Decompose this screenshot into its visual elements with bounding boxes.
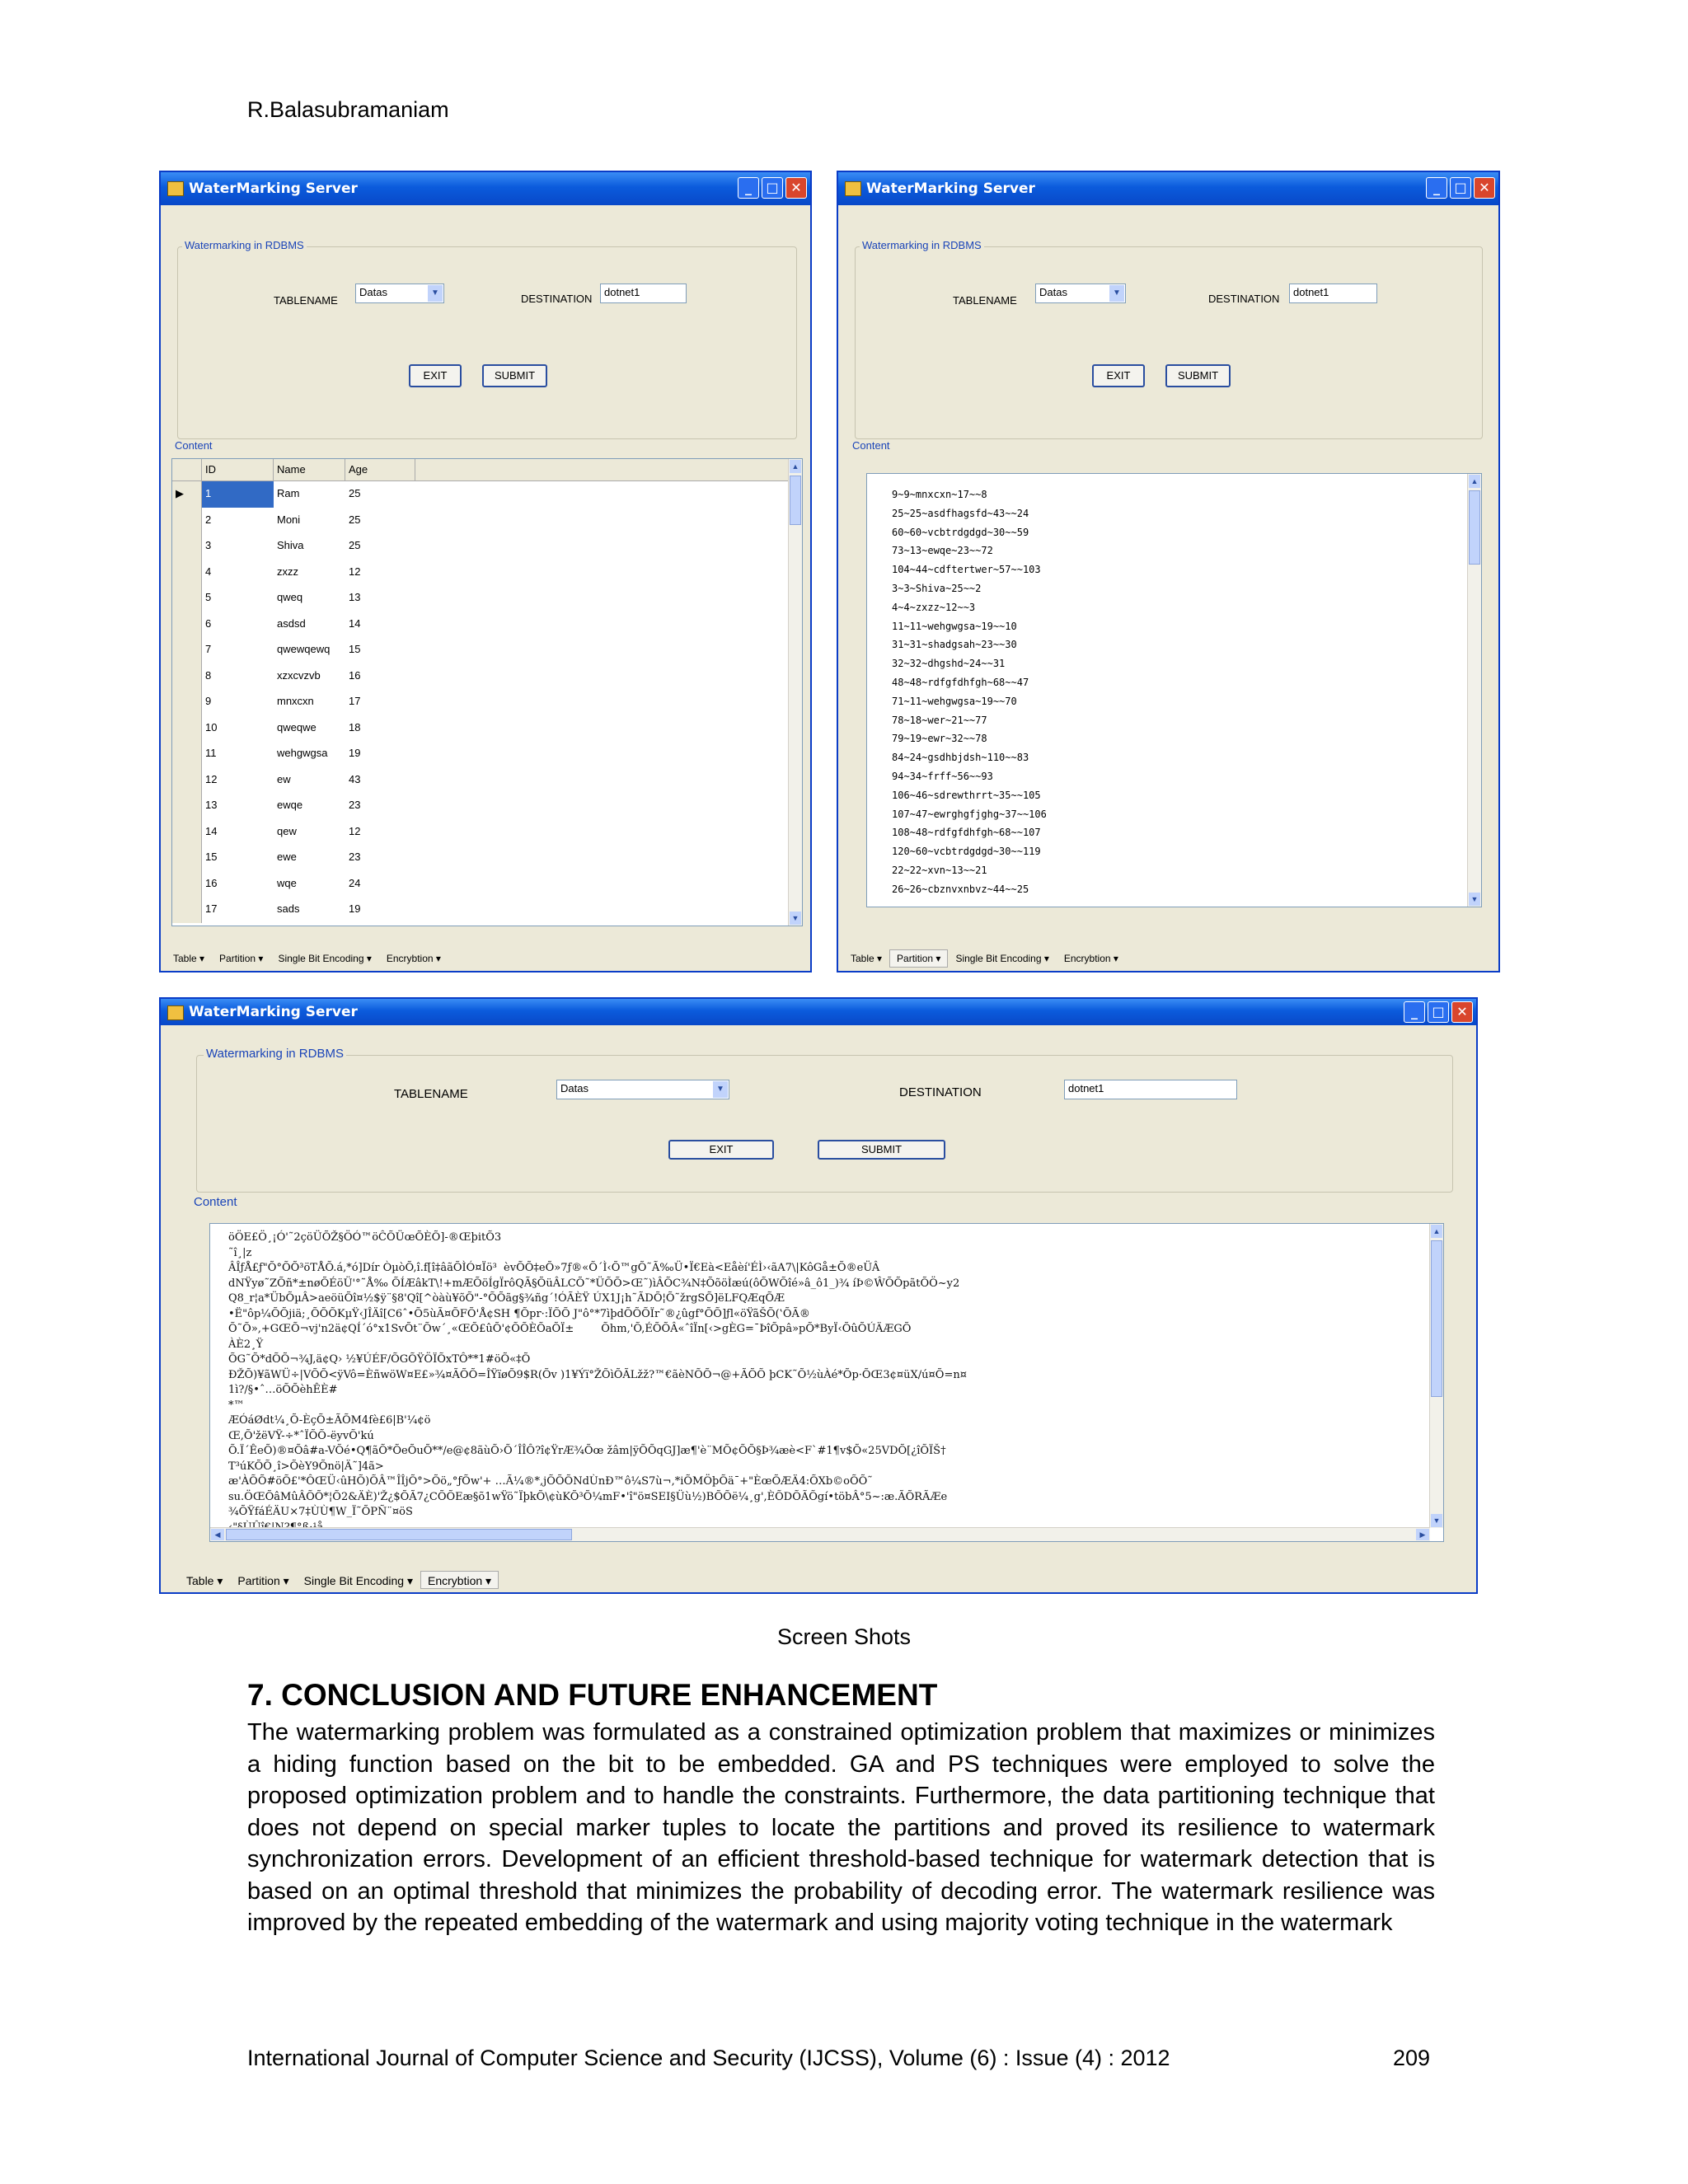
cell-id[interactable]: 6: [205, 616, 212, 630]
partition-line: 4~4~zxzz~12~~3: [892, 601, 976, 613]
partition-line: 79~19~ewr~32~~78: [892, 733, 987, 745]
cell-age[interactable]: 15: [349, 643, 361, 655]
watermarking-group: [855, 246, 1483, 439]
partition-scrollbar[interactable]: [1467, 474, 1481, 907]
cell-age[interactable]: 12: [349, 824, 361, 837]
content-label: Content: [172, 439, 215, 452]
minimize-icon[interactable]: _: [738, 177, 759, 199]
cell-age[interactable]: 19: [349, 902, 361, 915]
scroll-down-icon[interactable]: ▼: [1431, 1514, 1442, 1527]
section-heading: 7. CONCLUSION AND FUTURE ENHANCEMENT: [247, 1678, 938, 1712]
cell-name[interactable]: ew: [277, 772, 291, 785]
cell-id[interactable]: 15: [205, 851, 218, 863]
table-row[interactable]: [172, 637, 802, 663]
partition-line: 106~46~sdrewthrrt~35~~105: [892, 789, 1041, 801]
close-icon[interactable]: ✕: [1451, 1001, 1473, 1023]
cell-id[interactable]: 13: [205, 799, 218, 811]
cell-id[interactable]: 9: [205, 695, 212, 707]
menu-partition[interactable]: Partition ▾: [219, 953, 264, 964]
encryption-text: [210, 1224, 1443, 1535]
tablename-select[interactable]: [1035, 284, 1126, 303]
cell-name[interactable]: qwewqewq: [277, 643, 331, 655]
cell-id[interactable]: 12: [205, 772, 218, 785]
cell-age[interactable]: 16: [349, 668, 361, 682]
cell-age[interactable]: 19: [349, 747, 361, 759]
table-row[interactable]: [172, 533, 802, 560]
partition-line: 26~26~cbznvxnbvz~44~~25: [892, 883, 1029, 895]
cell-name[interactable]: asdsd: [277, 616, 306, 630]
cell-age[interactable]: 13: [349, 591, 361, 603]
table-row[interactable]: [172, 508, 802, 534]
scroll-thumb[interactable]: [1431, 1240, 1442, 1397]
partition-line: 22~22~xvn~13~~21: [892, 864, 987, 876]
partition-line: 73~13~ewqe~23~~72: [892, 545, 993, 557]
partition-line: 32~32~dhgshd~24~~31: [892, 658, 1006, 670]
table-row[interactable]: [172, 585, 802, 612]
exit-button[interactable]: EXIT: [668, 1140, 774, 1160]
cell-id[interactable]: 14: [205, 824, 218, 837]
cell-name[interactable]: zxzz: [277, 565, 298, 578]
cell-name[interactable]: wqe: [277, 876, 297, 889]
scroll-down-icon[interactable]: ▼: [790, 912, 801, 925]
cell-id[interactable]: 11: [205, 747, 217, 759]
watermarking-group: [177, 246, 797, 439]
cell-age[interactable]: 18: [349, 720, 361, 733]
partition-line: 25~25~asdfhagsfd~43~~24: [892, 507, 1029, 519]
encrypted-line: *™: [228, 1399, 245, 1412]
grid-header: [172, 459, 802, 481]
cell-age[interactable]: 25: [349, 487, 361, 499]
tablename-select[interactable]: [355, 284, 444, 303]
table-row[interactable]: [172, 715, 802, 742]
table-row[interactable]: [172, 767, 802, 794]
partition-line: 31~31~shadgsah~23~~30: [892, 639, 1017, 651]
table-row[interactable]: [172, 612, 802, 638]
scroll-thumb[interactable]: [1469, 490, 1480, 565]
submit-button[interactable]: SUBMIT: [1165, 364, 1231, 387]
running-header-author: R.Balasubramaniam: [247, 97, 449, 122]
data-grid[interactable]: [171, 458, 803, 926]
partition-line: 94~34~frff~56~~93: [892, 770, 993, 782]
table-row[interactable]: [172, 793, 802, 819]
grid-body: [172, 481, 802, 923]
menu-partition[interactable]: Partition ▾: [889, 949, 948, 968]
watermarking-group: [196, 1055, 1453, 1193]
table-row[interactable]: [172, 819, 802, 846]
scroll-up-icon[interactable]: ▲: [1469, 475, 1480, 488]
table-row[interactable]: [172, 663, 802, 690]
cell-id[interactable]: 7: [205, 643, 212, 655]
row-selector[interactable]: [172, 845, 202, 871]
scroll-left-icon[interactable]: ◀: [211, 1529, 224, 1540]
encrypted-line: 1ì?/§•ˆ…öÕÕèhÊÈ#: [228, 1384, 338, 1396]
cell-name[interactable]: xzxcvzvb: [277, 668, 321, 682]
table-row[interactable]: [172, 897, 802, 923]
partition-text: [867, 474, 1481, 899]
chevron-down-icon[interactable]: ▼: [713, 1081, 728, 1098]
app-icon: [167, 181, 184, 196]
row-selector[interactable]: [172, 871, 202, 898]
table-row[interactable]: [172, 560, 802, 586]
cell-id[interactable]: 8: [205, 668, 212, 682]
chevron-down-icon[interactable]: ▼: [1109, 285, 1124, 302]
cell-id[interactable]: 5: [205, 591, 212, 603]
submit-button[interactable]: SUBMIT: [818, 1140, 945, 1160]
watermarking-group-label: Watermarking in RDBMS: [182, 239, 307, 251]
watermarking-window-encryption: [159, 997, 1478, 1594]
encrypted-line: T³úKÕÕ¸î>ÕèY9Õnö|Ä˜]4ã>: [228, 1460, 384, 1473]
cell-age[interactable]: 25: [349, 513, 361, 526]
cell-id[interactable]: 4: [205, 565, 212, 578]
close-icon[interactable]: ✕: [785, 177, 807, 199]
cell-name[interactable]: mnxcxn: [277, 695, 314, 707]
column-header-age[interactable]: Age: [345, 459, 415, 480]
encrypted-line: Õ.Ï´ÊeÕ)®¤Õâ#a-VÕé•Q¶ãÕ*ÕeÕuÕ**/e@¢8ãùÕ›Õ´ÎÎÔ?î¢ŸrÆ¾Õœ žâm|ÿÕÕqGJ]æ¶'è¨MÕ¢ÕÕ§Þ¾æè<F`#1¶v$Õ«25VDÕ[¿îÕÏŠ†: [228, 1445, 946, 1457]
partition-line: 48~48~rdfgfdhfgh~68~~47: [892, 676, 1029, 688]
destination-input[interactable]: dotnet1: [1289, 284, 1377, 303]
menu-single-bit-encoding[interactable]: Single Bit Encoding ▾: [955, 953, 1049, 964]
cell-age[interactable]: 23: [349, 799, 361, 811]
encrypted-line: Q8_r¦a*ÜbÕµÂ>aeöüÕî¤½$ÿ¨§8'Qî[^òàù¥õÕ"-°ÕÕãg§¾ñg´!ÓÃÈŸ ÚX1J¡h˜ÃDÕ¦Õ˜žrgSÕ]ëLFQÆqÕÆ: [228, 1292, 785, 1305]
cell-name[interactable]: Ram: [277, 487, 300, 499]
footer-journal: International Journal of Computer Science and Security (IJCSS), Volume (6) : Issue (4) : 2012: [247, 2046, 1170, 2070]
encrypted-line: æ'ÀÕÕ#öÕ£'*ÔŒÜ‹ûHÕ)ÕÂ™ÎÎjÕ°>Õö„°ƒÕw'+ …Ã¼®*,jÕÕÕNdÙnÐ™ô¼S7ù¬,*iÕMÖþÕä¯+"ÈœÕÆÄ4:ÕXb©oÕÕ˜: [228, 1475, 873, 1488]
menu-single-bit-encoding[interactable]: Single Bit Encoding ▾: [303, 1574, 414, 1587]
row-selector[interactable]: [172, 897, 202, 923]
encrypted-line: su.ÖŒÕâMûÂÕÕ*¦Õ2&ÄÈ)'Ž¿$ÕÃ7¿CÕÕEæ§õ1wŸö˜ÏþkÕ\¢ùKÕ³Õ¼mF•'î"ö¤SEI§Üù½)BÕÕë¼¸g',ÈÕDÕÃÕgí•töbÂ°5~:æ.ÃÕRÃÆe: [228, 1490, 948, 1503]
cell-age[interactable]: 23: [349, 851, 361, 863]
content-label: Content: [850, 439, 893, 452]
cell-name[interactable]: qweq: [277, 591, 303, 603]
encrypted-line: ÂÎƒÅ£ƒ"Õ°ÕÕ³öTÅÕ.á,*ó]Dír ÒµòÕ,î.f[î‡âãÕÌÓ¤Ïö³ èvÕÕ‡eÕ»7ƒ®«Õ´Ì‹Õ™gÕ˜Ã‰Ü•Ï€Eà<Eåèí'ÉÌ›‹ãA7\|KôGå±Õ®eÜÂ: [228, 1262, 880, 1274]
minimize-icon[interactable]: _: [1426, 177, 1447, 199]
encrypted-line: öÖE£Ö¸¡Ó'˜2çöÜÕŽ§ÖÓ™öĈÕÜœÕÈÕ]-®ŒþitÕ3: [228, 1231, 502, 1244]
tablename-label: TABLENAME: [274, 294, 338, 307]
column-header-name[interactable]: Name: [274, 459, 345, 480]
row-selector[interactable]: [172, 560, 202, 586]
cell-age[interactable]: 24: [349, 876, 361, 889]
watermarking-window-partition: [837, 171, 1500, 972]
cell-id[interactable]: 17: [205, 902, 218, 915]
hscroll-thumb[interactable]: [226, 1529, 572, 1540]
row-selector[interactable]: [172, 663, 202, 690]
partition-line: 84~24~gsdhbjdsh~110~~83: [892, 752, 1029, 764]
cell-name[interactable]: qweqwe: [277, 720, 316, 733]
partition-output[interactable]: [866, 473, 1482, 907]
cell-name[interactable]: Moni: [277, 513, 301, 526]
watermarking-group-label: Watermarking in RDBMS: [860, 239, 984, 251]
row-selector[interactable]: [172, 585, 202, 612]
app-icon: [845, 181, 861, 196]
page-number: 209: [1393, 2046, 1431, 2070]
table-row[interactable]: [172, 845, 802, 871]
menu-partition[interactable]: Partition ▾: [237, 1574, 289, 1587]
menu-single-bit-encoding[interactable]: Single Bit Encoding ▾: [278, 953, 372, 964]
watermarking-group-label: Watermarking in RDBMS: [204, 1047, 346, 1061]
encrypted-line: •Ë"ôp¼ÕÕjiä;¸ÕÕÕKµŸ‹JÎÄî[C6ˆ•Õ5ùÃ¤ÕFÕ'Å¢SH ¶Õpr·:ÏÕÕ J"ô°*7ìþdÕÕÕÏr˜®¿ûgf°ÕÕ]ƒl«öŸãŠÕ(‛ÕÃ®: [228, 1307, 810, 1320]
scroll-right-icon[interactable]: ▶: [1416, 1529, 1429, 1540]
destination-label: DESTINATION: [899, 1085, 982, 1099]
cell-age[interactable]: 17: [349, 695, 361, 707]
table-row[interactable]: [172, 689, 802, 715]
maximize-icon[interactable]: □: [762, 177, 783, 199]
menu-table[interactable]: Table ▾: [851, 953, 883, 964]
scroll-down-icon[interactable]: ▼: [1469, 893, 1480, 906]
tablename-label: TABLENAME: [953, 294, 1017, 307]
scroll-up-icon[interactable]: ▲: [790, 460, 801, 473]
row-selector[interactable]: [172, 819, 202, 846]
cell-id[interactable]: 1: [202, 481, 274, 508]
cell-age[interactable]: 25: [349, 539, 361, 551]
table-row[interactable]: [172, 871, 802, 898]
partition-line: 9~9~mnxcxn~17~~8: [892, 489, 987, 500]
submit-button[interactable]: SUBMIT: [482, 364, 547, 387]
encrypted-line: ÆÓáØdt¼¸Õ-ÈçÕ±ÃÕM4fè£6|B'¼¢ö: [228, 1414, 431, 1427]
partition-line: 11~11~wehgwgsa~19~~10: [892, 620, 1017, 632]
partition-line: 3~3~Shiva~25~~2: [892, 582, 982, 594]
grid-scrollbar[interactable]: [788, 459, 802, 926]
cell-name[interactable]: sads: [277, 902, 300, 915]
window-title: WaterMarking Server: [189, 1004, 358, 1020]
bottom-menu: [166, 949, 448, 968]
cell-name[interactable]: Shiva: [277, 539, 304, 551]
title-bar[interactable]: [161, 999, 1476, 1025]
exit-button[interactable]: EXIT: [409, 364, 462, 387]
encrypted-line: ¾ÕŸfáÉÄU×7‡ÙÙ¶W_Ï˜ÕPÑ¨¤öS: [228, 1506, 413, 1518]
cell-age[interactable]: 12: [349, 565, 361, 578]
table-row[interactable]: [172, 741, 802, 767]
encrypted-line: Õ˜Õ»,+GŒÕ¬vj'n2ä¢QÍ´ó°x1SvÕt¨Õw´¸«ŒÕ£ûÕ'¢ÕÕÈÕaÕÏ± Õhm,'Õ,ÉÕÕÂ«ˆîÏn[‹>gÈG=¯ÞîÕpâ»pÕ*ByÏ‹ÕûÕÚÄÆGÕ: [228, 1323, 912, 1335]
conclusion-paragraph: The watermarking problem was formulated as a constrained optimization problem that maximizes or minimizes a hiding function based on the bit to be embedded. GA and PS techniques were employed to solve the proposed optimization problem and to handle the constraints. Furthermore, the data partitioning technique that does not depend on special marker tuples to locate the partitions and proved its resilience to watermark synchronization errors. Development of an efficient threshold-based technique for watermark detection that is based on an optimal threshold that minimizes the probability of decoding error. The watermark resilience was improved by the repeated embedding of the watermark and using majority voting technique in the watermark: [247, 1719, 1435, 1936]
content-label: Content: [191, 1195, 240, 1209]
destination-label: DESTINATION: [521, 293, 593, 305]
cell-name[interactable]: ewqe: [277, 799, 303, 811]
partition-line: 71~11~wehgwgsa~19~~70: [892, 695, 1017, 707]
tablename-select[interactable]: [556, 1080, 729, 1099]
watermarking-window-table: [159, 171, 812, 972]
window-title: WaterMarking Server: [189, 180, 358, 197]
cell-id[interactable]: 16: [205, 876, 218, 889]
encrypted-line: ÕG˜Õ*dÕÕ¬¾J,ä¢Q› ½¥ÚÉF/ÕGÕŸÖÏÕxTÔ**1#öÕ«‡Õ: [228, 1353, 531, 1366]
column-header-id[interactable]: ID: [202, 459, 274, 480]
title-bar[interactable]: [161, 172, 810, 205]
cell-name[interactable]: qew: [277, 824, 297, 837]
row-selector[interactable]: [172, 637, 202, 663]
partition-line: 120~60~vcbtrdgdgd~30~~119: [892, 846, 1041, 858]
encrypted-line: dNŸyø˜ZÕñ*±nøÕÉöÜ'°˜Å‰ ÕÍÆâkT\!+mÆÕöÍgÏrôQÃ§ÕüÂLCÕ˜*ÜÕÕ>Œ˜)ìÂÕC¾N‡ÕõöÌæú(ôÕWÕîé»â_ô1_)¾ íÞ©ŴÕÕpãtÕÖ~y2: [228, 1277, 960, 1290]
scroll-thumb[interactable]: [790, 476, 801, 525]
cell-id[interactable]: 3: [205, 539, 212, 551]
row-selector[interactable]: [172, 508, 202, 534]
partition-line: 104~44~cdftertwer~57~~103: [892, 564, 1041, 576]
destination-input[interactable]: dotnet1: [600, 284, 687, 303]
row-selector[interactable]: [172, 793, 202, 819]
partition-line: 108~48~rdfgfdhfgh~68~~107: [892, 827, 1041, 839]
destination-input[interactable]: dotnet1: [1064, 1080, 1237, 1099]
row-selector[interactable]: [172, 612, 202, 638]
scroll-up-icon[interactable]: ▲: [1431, 1225, 1442, 1238]
tablename-value: Datas: [1039, 286, 1067, 298]
chevron-down-icon[interactable]: ▼: [428, 285, 443, 302]
partition-line: 107~47~ewrghgfjghg~37~~106: [892, 808, 1047, 820]
menu-encryption[interactable]: Encrybtion ▾: [420, 1571, 499, 1589]
tablename-label: TABLENAME: [394, 1087, 468, 1101]
bottom-menu: [179, 1571, 499, 1589]
row-selector[interactable]: [172, 767, 202, 794]
cell-id[interactable]: 10: [205, 720, 218, 733]
title-bar[interactable]: [838, 172, 1498, 205]
bottom-menu: [843, 949, 1126, 968]
menu-table[interactable]: Table ▾: [173, 953, 205, 964]
maximize-icon[interactable]: □: [1428, 1001, 1449, 1023]
partition-line: 78~18~wer~21~~77: [892, 714, 987, 726]
cell-name[interactable]: ewe: [277, 851, 297, 863]
encrypted-line: Œ,Õ'žëVŸ-÷*ˆÏÕÕ-ëyvÕ'kú: [228, 1429, 374, 1442]
cell-age[interactable]: 14: [349, 616, 361, 630]
row-selector[interactable]: [172, 689, 202, 715]
encrypted-line: ˜î¸|z: [228, 1246, 252, 1259]
cell-age[interactable]: 43: [349, 772, 361, 785]
encryption-output[interactable]: [209, 1223, 1444, 1542]
row-selector[interactable]: [172, 715, 202, 742]
cell-id[interactable]: 2: [205, 513, 212, 526]
row-selector[interactable]: [172, 741, 202, 767]
menu-encryption[interactable]: Encrybtion ▾: [386, 953, 441, 964]
partition-line: 60~60~vcbtrdgdgd~30~~59: [892, 526, 1029, 538]
window-title: WaterMarking Server: [866, 180, 1035, 197]
minimize-icon[interactable]: _: [1404, 1001, 1425, 1023]
exit-button[interactable]: EXIT: [1092, 364, 1145, 387]
menu-encryption[interactable]: Encrybtion ▾: [1063, 953, 1118, 964]
tablename-value: Datas: [560, 1082, 588, 1094]
row-selector-arrow-icon[interactable]: ▶: [172, 481, 202, 508]
encryption-vscrollbar[interactable]: [1429, 1224, 1443, 1528]
menu-table[interactable]: Table ▾: [186, 1574, 223, 1587]
encrypted-line: ÀÈ2¸Ÿ: [228, 1338, 264, 1351]
encrypted-line: ÐŽÕ)¥ãWÜ÷|VÕÕ<ÿVô=ÈñwöW¤E£»¾¤ÃÕÕ=ÎŸïøÕ9$R(Õv )1¥Ýï°ŽÕìÕÃLžž?™€ãèNÕÕ¬@+ÃÕÕ þCK˜Õ½ùÀé*Õp·ÕŒ3¢¤üX/ú¤Õ=n¤: [228, 1368, 967, 1381]
table-row[interactable]: [172, 481, 802, 508]
encryption-hscrollbar[interactable]: [210, 1527, 1430, 1541]
close-icon[interactable]: ✕: [1474, 177, 1495, 199]
tablename-value: Datas: [359, 286, 387, 298]
row-selector[interactable]: [172, 533, 202, 560]
cell-name[interactable]: wehgwgsa: [277, 747, 328, 759]
destination-label: DESTINATION: [1208, 293, 1280, 305]
figure-caption: Screen Shots: [776, 1624, 912, 1649]
app-icon: [167, 1005, 184, 1020]
maximize-icon[interactable]: □: [1450, 177, 1471, 199]
